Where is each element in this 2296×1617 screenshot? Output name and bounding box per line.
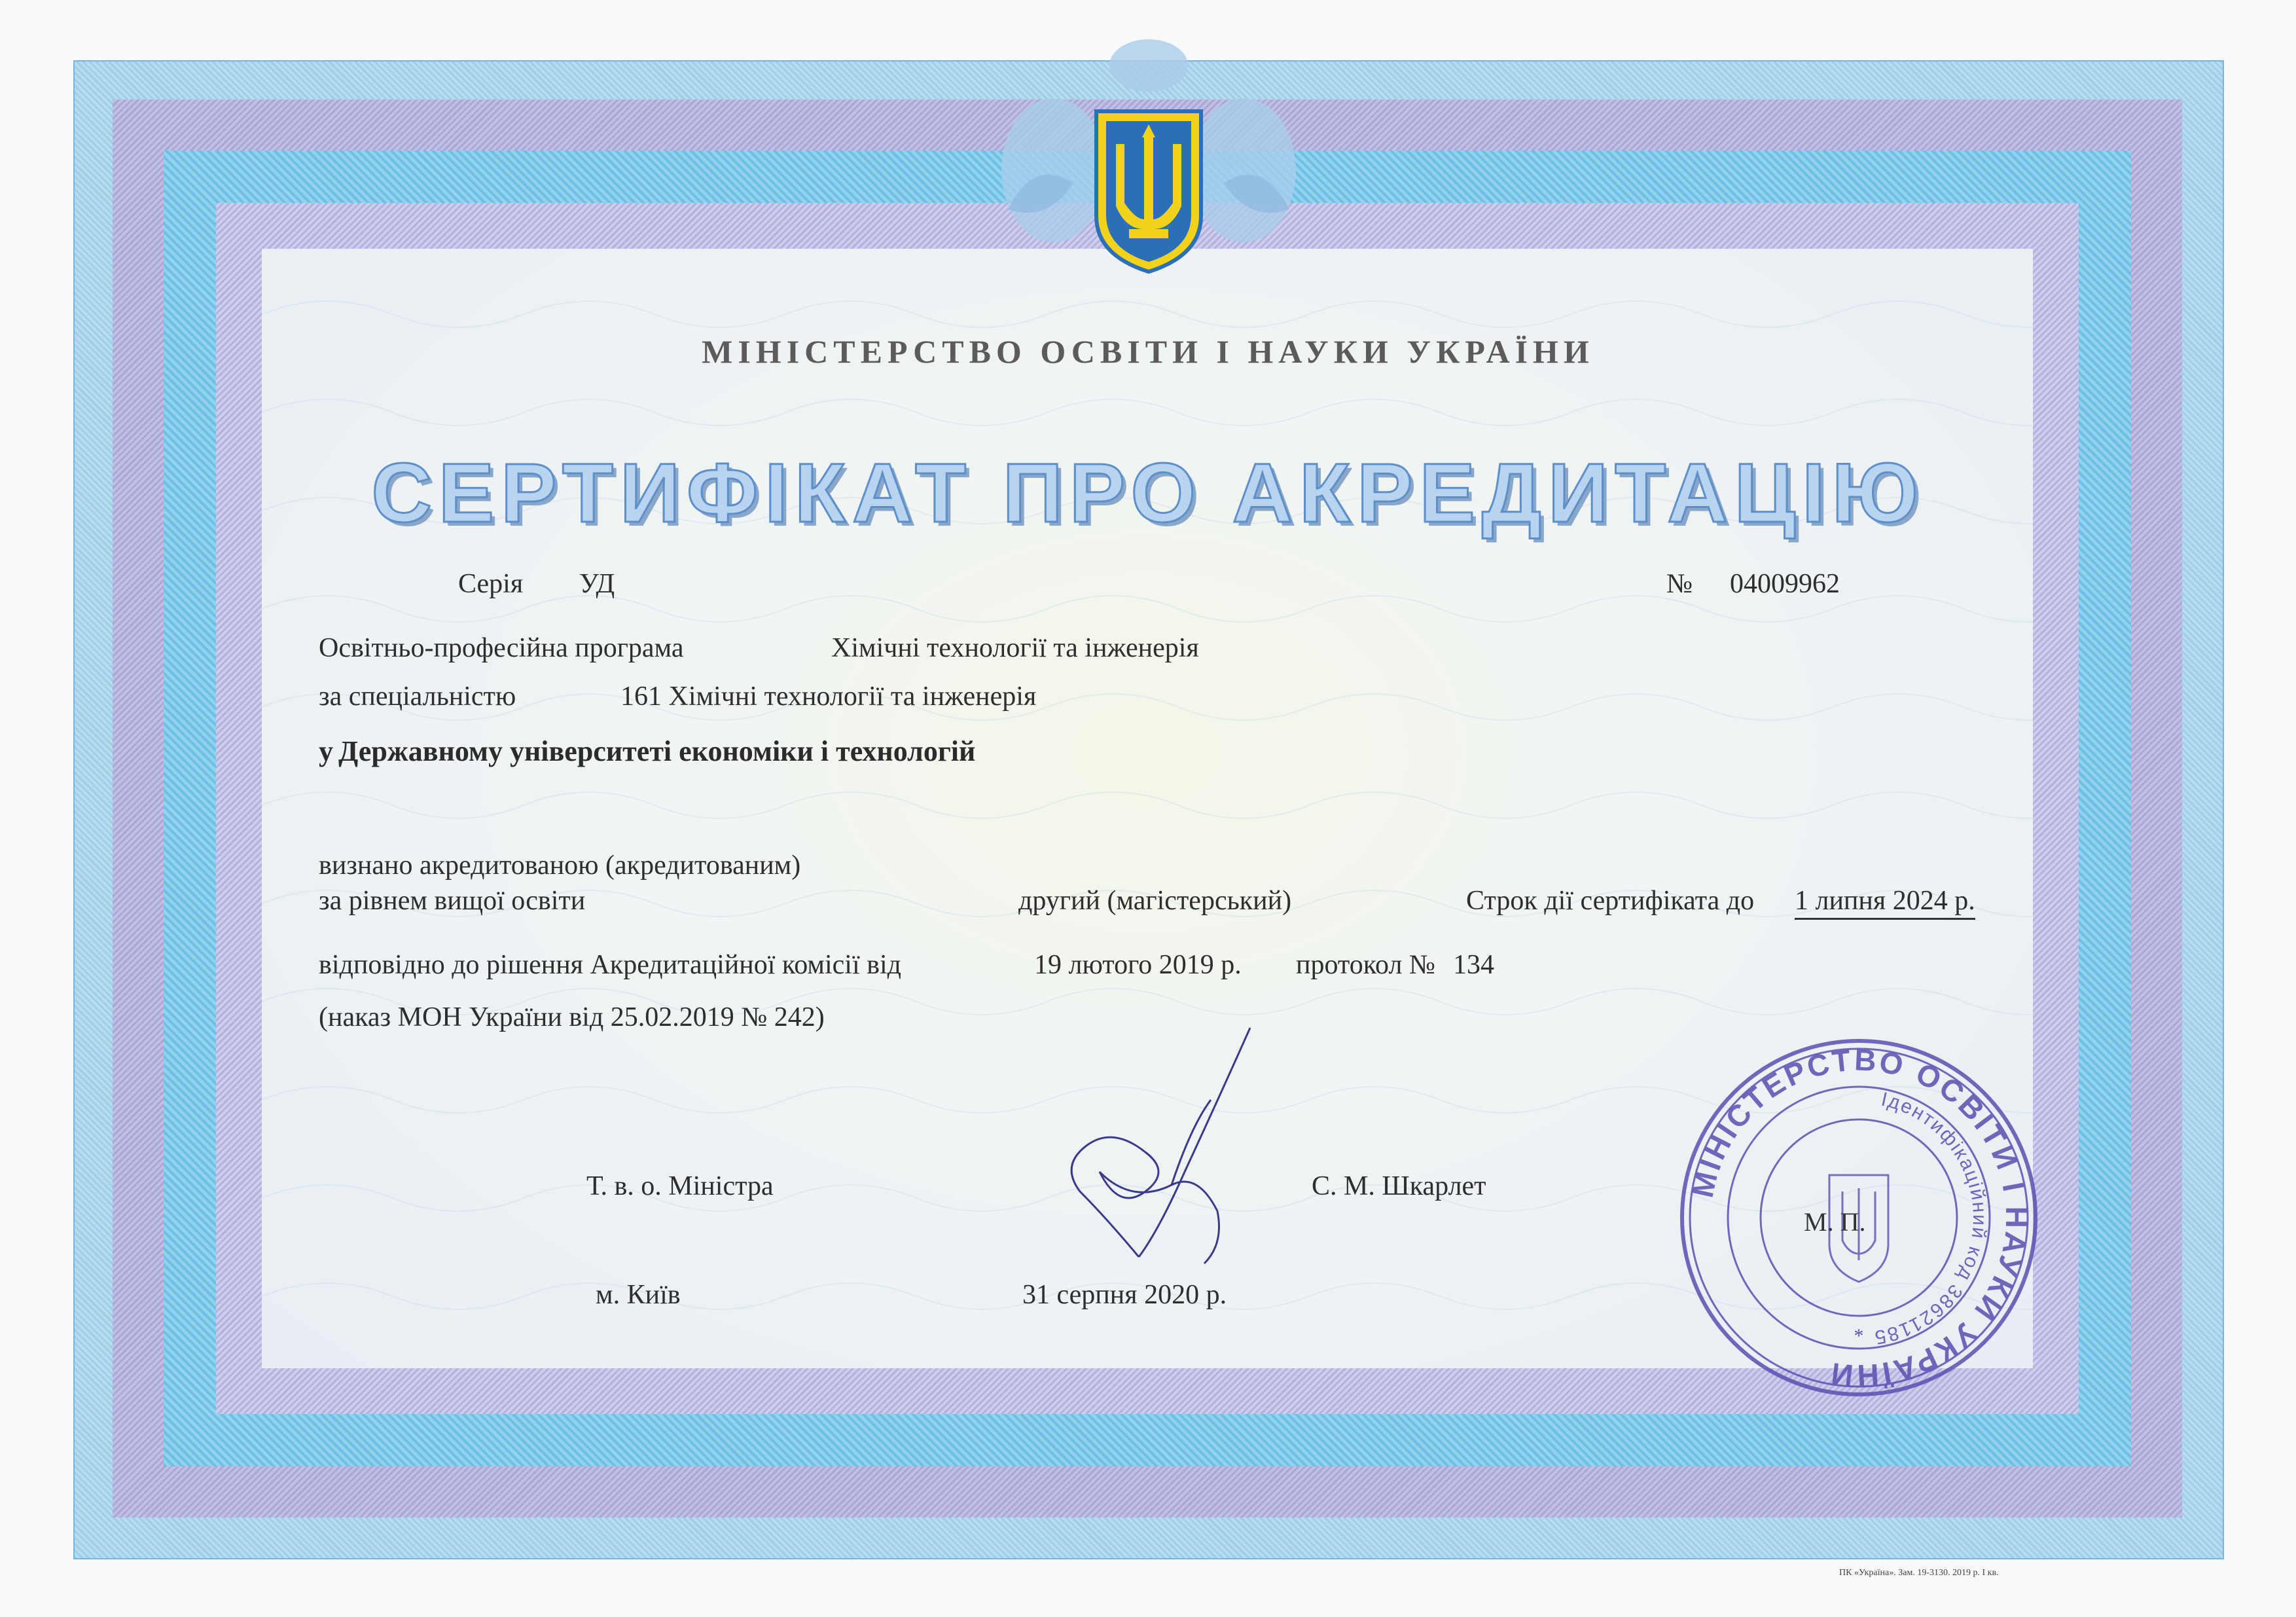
level-label: за рівнем вищої освіти [319, 886, 586, 916]
coat-of-arms-icon [995, 39, 1302, 288]
decision-date: 19 лютого 2019 р. [1034, 950, 1242, 980]
series-value: УД [579, 569, 615, 599]
validity-value: 1 липня 2024 р. [1795, 885, 1975, 920]
institution-name: Державному університеті економіки і технологій [338, 735, 976, 767]
institution-prefix: у [319, 735, 333, 767]
decision-label: відповідно до рішення Акредитаційної комісії від [319, 950, 901, 980]
validity-label: Строк дії сертифіката до [1466, 886, 1755, 916]
number-label: № [1666, 569, 1693, 599]
number-value: 04009962 [1730, 569, 1840, 599]
institution-line [319, 735, 975, 768]
program-label: Освітньо-професійна програма [319, 633, 684, 663]
signatory-position: Т. в. о. Міністра [586, 1171, 774, 1201]
seal-inner-text: Ідентифікаційний код 38621185 [1872, 1088, 1991, 1349]
order-text: (наказ МОН України від 25.02.2019 № 242) [319, 1002, 825, 1032]
issue-date: 31 серпня 2020 р. [1022, 1280, 1227, 1310]
certificate-title: СЕРТИФІКАТ ПРО АКРЕДИТАЦІЮ [371, 446, 1925, 540]
level-value: другий (магістерський) [1018, 886, 1292, 916]
specialty-value: 161 Хімічні технології та інженерія [620, 681, 1037, 712]
place-text: м. Київ [596, 1280, 681, 1310]
printer-footnote: ПК «Україна». Зам. 19-3130. 2019 р. I кв. [1839, 1568, 1999, 1578]
protocol-label: протокол № [1296, 950, 1435, 980]
ministry-heading: МІНІСТЕРСТВО ОСВІТИ І НАУКИ УКРАЇНИ [702, 333, 1594, 370]
specialty-label: за спеціальністю [319, 681, 516, 712]
protocol-value: 134 [1453, 950, 1494, 980]
recognized-text: визнано акредитованою (акредитованим) [319, 850, 801, 881]
seal-mp-text: М. П. [1804, 1207, 1866, 1237]
series-label: Серія [458, 569, 524, 599]
official-seal [1676, 1034, 2042, 1401]
program-value: Хімічні технології та інженерія [831, 633, 1199, 663]
signature-mark [1060, 1021, 1276, 1270]
seal-star-icon: * [1854, 1325, 1864, 1347]
signatory-name: С. М. Шкарлет [1312, 1171, 1486, 1201]
seal-outer-text: МІНІСТЕРСТВО ОСВІТИ І НАУКИ УКРАЇНИ [1685, 1042, 2034, 1393]
